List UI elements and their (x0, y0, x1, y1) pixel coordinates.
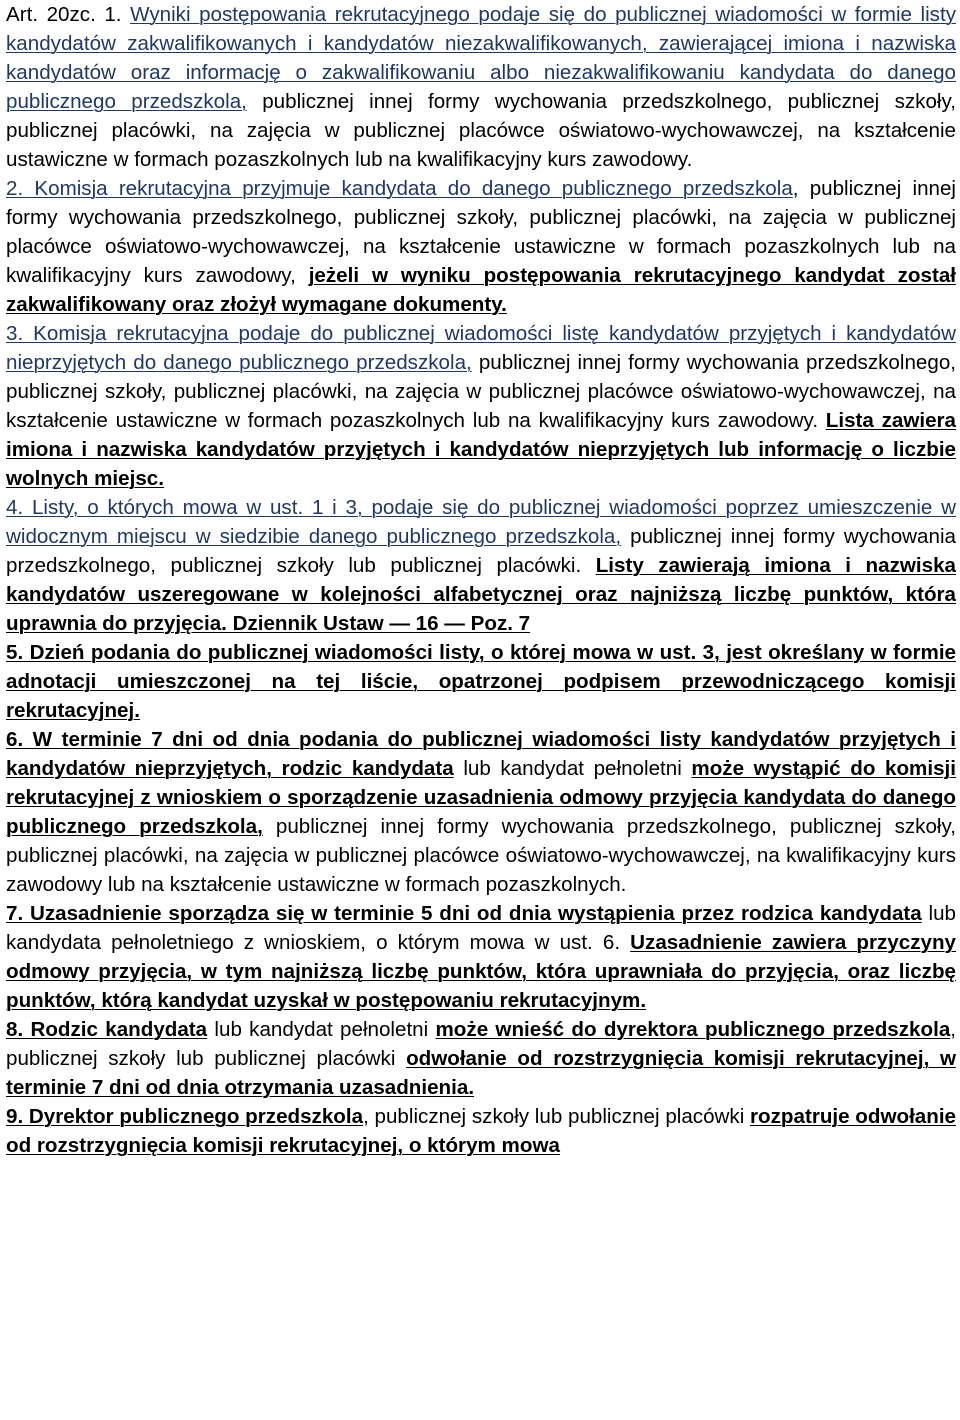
text-run: Art. 20zc. 1. (6, 3, 131, 26)
paragraph-9 (6, 1102, 956, 1160)
paragraph-3 (6, 319, 956, 493)
text-run: publicznej innej formy wychowania przedszkolnego, publicznej szkoły, publicznej placówki, na zajęcia w publicznej placówce oświatowo-wychowawczej, na kształcenie ustawiczne w formach pozaszkolnych lub na kwalifikacyjny kurs zawodowy. (6, 351, 956, 432)
text-run: lub kandydat pełnoletni (207, 1018, 436, 1041)
text-run: , publicznej szkoły lub publicznej placówki (6, 1018, 957, 1070)
text-run: publicznej innej formy wychowania przedszkolnego, publicznej szkoły lub publicznej placówki. (6, 525, 956, 577)
text-run: 4. Listy, o których mowa w ust. 1 i 3, podaje się do publicznej wiadomości poprzez umieszczenie w widocznym miejscu w siedzibie danego publicznego przedszkola, (6, 496, 956, 548)
paragraph-8 (6, 1015, 956, 1102)
text-run: 3. Komisja rekrutacyjna podaje do publicznej wiadomości listę kandydatów przyjętych i kandydatów nieprzyjętych do danego publicznego przedszkola, (6, 322, 956, 374)
text-run: 7. Uzasadnienie sporządza się w terminie 5 dni od dnia wystąpienia przez rodzica kandydata (6, 902, 922, 925)
text-run: , publicznej szkoły lub publicznej placówki (363, 1105, 751, 1128)
text-run: lub kandydata pełnoletniego z wnioskiem, o którym mowa w ust. 6. (6, 902, 956, 954)
paragraph-6 (6, 725, 956, 899)
text-run: 6. W terminie 7 dni od dnia podania do publicznej wiadomości listy kandydatów przyjętych i kandydatów nieprzyjętych, rodzic kandydata (6, 728, 956, 780)
text-run: jeżeli w wyniku postępowania rekrutacyjnego kandydat został zakwalifikowany oraz złożył wymagane dokumenty. (6, 264, 956, 316)
paragraph-2 (6, 174, 956, 319)
text-run: Uzasadnienie zawiera przyczyny odmowy przyjęcia, w tym najniższą liczbę punktów, która uprawniała do przyjęcia, oraz liczbę punktów, którą kandydat uzyskał w postępowaniu rekrutacyjnym. (6, 931, 956, 1012)
paragraph-art20zc-1 (6, 0, 956, 174)
text-run: Wyniki postępowania rekrutacyjnego podaje się do publicznej wiadomości w formie listy kandydatów zakwalifikowanych i kandydatów niezakwalifikowanych, zawierającej imiona i nazwiska kandydatów oraz informację o zakwalifikowaniu albo niezakwalifikowaniu kandydata do danego publicznego przedszkola, (6, 3, 956, 113)
text-run: może wnieść do dyrektora publicznego przedszkola (435, 1018, 951, 1041)
paragraph-7 (6, 899, 956, 1015)
text-run: lub kandydat pełnoletni (453, 757, 692, 780)
text-run: 9. Dyrektor publicznego przedszkola (6, 1105, 364, 1128)
text-run: 2. Komisja rekrutacyjna przyjmuje kandydata do danego publicznego przedszkola (6, 177, 793, 200)
text-run: publicznej innej formy wychowania przedszkolnego, publicznej szkoły, publicznej placówki, na zajęcia w publicznej placówce oświatowo-wychowawczej, na kształcenie ustawiczne w formach pozaszkolnych lub na kwalifikacyjny kurs zawodowy. (6, 90, 956, 171)
paragraph-4 (6, 493, 956, 638)
paragraph-5 (6, 638, 956, 725)
text-run: odwołanie od rozstrzygnięcia komisji rekrutacyjnej, w terminie 7 dni od dnia otrzymania uzasadnienia. (6, 1047, 956, 1099)
text-run: 5. Dzień podania do publicznej wiadomości listy, o której mowa w ust. 3, jest określany w formie adnotacji umieszczonej na tej liście, opatrzonej podpisem przewodniczącego komisji rekrutacyjnej. (6, 641, 956, 722)
text-run: , publicznej innej formy wychowania przedszkolnego, publicznej szkoły, publicznej placówki, na zajęcia w publicznej placówce oświatowo-wychowawczej, na kształcenie ustawiczne w formach pozaszkolnych lub na kwalifikacyjny kurs zawodowy, (6, 177, 956, 287)
text-run: Listy zawierają imiona i nazwiska kandydatów uszeregowane w kolejności alfabetycznej oraz najniższą liczbę punktów, która uprawnia do przyjęcia. Dziennik Ustaw — 16 — Poz. 7 (6, 554, 956, 635)
text-run: może wystąpić do komisji rekrutacyjnej z wnioskiem o sporządzenie uzasadnienia odmowy przyjęcia kandydata do danego publicznego przedszkola, (6, 757, 956, 838)
text-run: 8. Rodzic kandydata (6, 1018, 208, 1041)
document-body (6, 0, 956, 1160)
text-run: rozpatruje odwołanie od rozstrzygnięcia komisji rekrutacyjnej, o którym mowa (6, 1105, 956, 1157)
text-run: Lista zawiera imiona i nazwiska kandydatów przyjętych i kandydatów nieprzyjętych lub informację o liczbie wolnych miejsc. (6, 409, 956, 490)
text-run: publicznej innej formy wychowania przedszkolnego, publicznej szkoły, publicznej placówki, na zajęcia w publicznej placówce oświatowo-wychowawczej, na kwalifikacyjny kurs zawodowy lub na kształcenie ustawiczne w formach pozaszkolnych. (6, 815, 956, 896)
